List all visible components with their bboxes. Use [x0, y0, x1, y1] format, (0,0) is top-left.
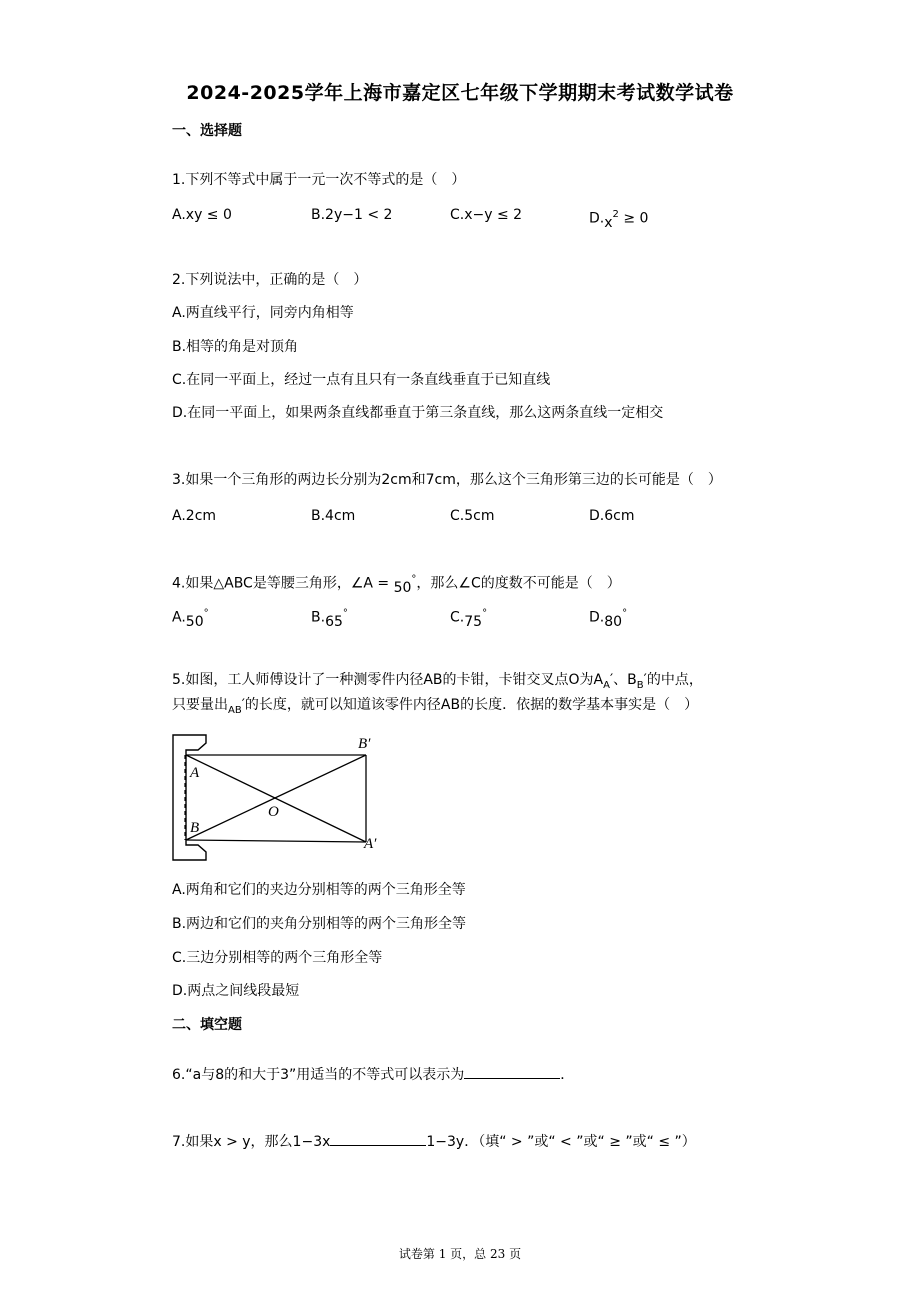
stem-text: 只要量出 — [172, 697, 228, 713]
question-4-option-d — [589, 604, 627, 628]
option-prefix: B. — [311, 609, 326, 626]
question-4-option-a — [172, 604, 209, 628]
stem-text: 1−3y．（填“ > ”或“ < ”或“ ≥ ”或“ ≤ ”） — [426, 1134, 696, 1150]
stem-text: ′的中点， — [643, 672, 703, 688]
stem-text: 5.如图，工人师傅设计了一种测零件内径AB的卡钳，卡钳交叉点O为A — [172, 672, 604, 688]
degree-sign: ° — [411, 574, 417, 585]
question-3-stem: 3.如果一个三角形的两边长分别为2cm和7cm，那么这个三角形第三边的长可能是（ ） — [172, 472, 722, 488]
angle-value: 80 — [604, 613, 623, 630]
answer-blank[interactable] — [464, 1064, 560, 1079]
stem-text: ，那么∠C的度数不可能是（ ） — [416, 575, 621, 592]
angle-value: 50 — [185, 613, 204, 630]
label-a-prime: A′ — [364, 836, 377, 852]
label-o: O — [268, 804, 279, 820]
question-3-option-b: B.4cm — [311, 508, 356, 524]
math-suffix: ≥ 0 — [618, 210, 649, 227]
math-subscript: B — [234, 704, 242, 716]
question-1-option-d — [589, 205, 648, 229]
label-a: A — [190, 765, 200, 781]
label-b: B — [190, 820, 200, 836]
degree-sign: ° — [482, 608, 488, 619]
question-4-option-b — [311, 604, 348, 628]
page-title: 2024-2025学年上海市嘉定区七年级下学期期末考试数学试卷 — [186, 82, 734, 104]
caliper-figure — [168, 730, 398, 865]
section-heading-fill: 二、填空题 — [172, 1017, 242, 1033]
angle-value: 50 — [393, 579, 412, 596]
answer-blank[interactable] — [330, 1131, 426, 1146]
page-footer: 试卷第 1 页，总 23 页 — [398, 1247, 522, 1261]
question-5-stem-line-1 — [172, 670, 703, 696]
label-b-prime: B′ — [358, 736, 371, 752]
question-2-option-d: D.在同一平面上，如果两条直线都垂直于第三条直线，那么这两条直线一定相交 — [172, 405, 664, 421]
degree-sign: ° — [622, 608, 628, 619]
math-subscript: A — [228, 704, 235, 716]
angle-value: 75 — [464, 613, 483, 630]
stem-text: ． — [560, 1067, 575, 1083]
question-4-option-c — [450, 604, 487, 628]
question-5-option-c: C.三边分别相等的两个三角形全等 — [172, 950, 383, 966]
question-1-option-b: B.2y−1 < 2 — [311, 207, 393, 223]
question-3-option-d: D.6cm — [589, 508, 635, 524]
question-1-option-c: C.x−y ≤ 2 — [450, 207, 523, 223]
math-subscript: B — [636, 679, 644, 691]
question-2-stem: 2.下列说法中，正确的是（ ） — [172, 272, 368, 288]
stem-text: ′的长度，就可以知道该零件内径AB的长度．依据的数学基本事实是（ ） — [241, 697, 699, 713]
question-2-option-b: B.相等的角是对顶角 — [172, 339, 299, 355]
question-1-option-a: A.xy ≤ 0 — [172, 207, 232, 223]
question-3-option-a: A.2cm — [172, 508, 217, 524]
stem-text: 7.如果x > y，那么1−3x — [172, 1134, 331, 1150]
angle-value: 65 — [325, 613, 343, 630]
degree-sign: ° — [203, 608, 209, 619]
question-5-option-d: D.两点之间线段最短 — [172, 983, 300, 999]
stem-text: ′、B — [609, 672, 637, 688]
math-base: x — [604, 214, 613, 231]
question-6 — [172, 1064, 574, 1085]
question-2-option-a: A.两直线平行，同旁内角相等 — [172, 305, 354, 321]
segment-b-a-prime-bottom — [186, 840, 366, 842]
option-prefix: D. — [589, 609, 605, 626]
question-2-option-c: C.在同一平面上，经过一点有且只有一条直线垂直于已知直线 — [172, 372, 551, 388]
degree-sign: ° — [342, 608, 348, 619]
stem-text: 6.“a与8的和大于3”用适当的不等式可以表示为 — [172, 1067, 465, 1083]
math-exponent: 2 — [612, 209, 619, 220]
part-outline — [173, 735, 206, 860]
math-subscript: A — [603, 679, 610, 691]
question-7 — [172, 1131, 696, 1152]
question-5-stem-line-2 — [172, 695, 698, 721]
option-prefix: D. — [589, 210, 605, 227]
option-prefix: C. — [450, 609, 465, 626]
stem-text: 4.如果△ABC是等腰三角形，∠A = — [172, 575, 394, 592]
section-heading-choice: 一、选择题 — [172, 123, 242, 139]
question-4-stem — [172, 570, 621, 594]
option-prefix: A. — [172, 609, 186, 626]
question-3-option-c: C.5cm — [450, 508, 495, 524]
question-1-stem: 1.下列不等式中属于一元一次不等式的是（ ） — [172, 172, 466, 188]
question-5-option-b: B.两边和它们的夹角分别相等的两个三角形全等 — [172, 916, 467, 932]
question-5-option-a: A.两角和它们的夹边分别相等的两个三角形全等 — [172, 882, 466, 898]
